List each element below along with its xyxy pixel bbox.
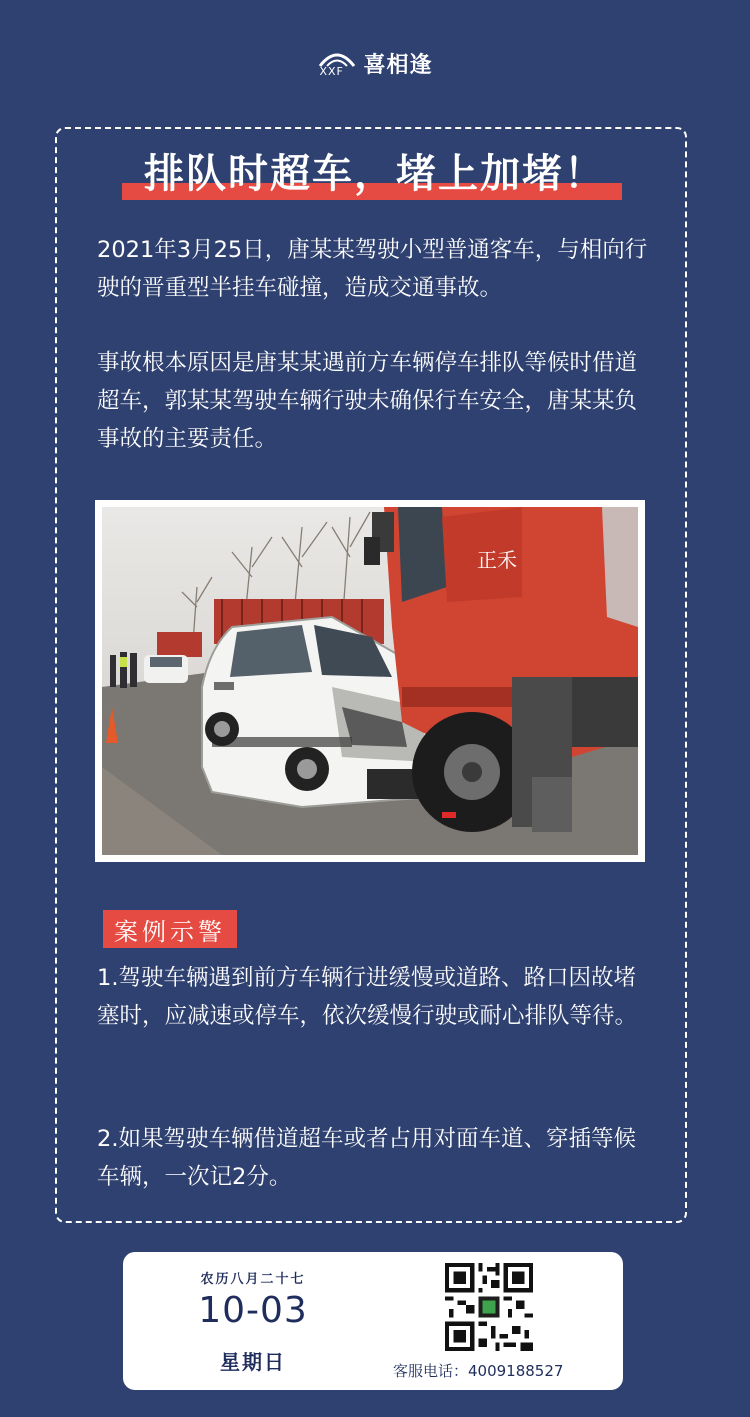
warning-item-1: 1.驾驶车辆遇到前方车辆行进缓慢或道路、路口因故堵塞时，应减速或停车，依次缓慢行驶或耐心排队等待。 bbox=[97, 965, 638, 1029]
logo-text: 喜相逢 bbox=[363, 53, 433, 78]
warning-badge: 案例示警 bbox=[103, 910, 237, 948]
qr-code-icon[interactable] bbox=[445, 1263, 533, 1351]
lunar-date: 农历八月二十七 bbox=[200, 1272, 306, 1287]
weekday: 星期日 bbox=[220, 1350, 286, 1374]
service-hotline[interactable]: 客服电话：4009188527 bbox=[393, 1362, 564, 1380]
warning-item-2: 2.如果驾驶车辆借道超车或者占用对面车道、穿插等候车辆，一次记2分。 bbox=[97, 1126, 636, 1190]
logo-latin-text: XXF bbox=[319, 64, 344, 78]
calendar-date: 10-03 bbox=[198, 1290, 308, 1331]
svg-text:正禾: 正禾 bbox=[477, 548, 517, 572]
title-block bbox=[0, 142, 750, 210]
article-paragraph-2: 事故根本原因是唐某某遇前方车辆停车排队等候时借道超车，郭某某驾驶车辆行驶未确保行车安全，唐某某负事故的主要责任。 bbox=[97, 350, 638, 452]
logo-mark-icon bbox=[317, 50, 357, 78]
page-title: 排队时超车，堵上加堵！ bbox=[144, 151, 606, 197]
accident-photo bbox=[95, 500, 645, 862]
brand-logo bbox=[0, 48, 750, 79]
footer-card bbox=[123, 1252, 623, 1390]
article-paragraph-1: 2021年3月25日，唐某某驾驶小型普通客车，与相向行驶的晋重型半挂车碰撞，造成交通事故。 bbox=[97, 237, 648, 301]
